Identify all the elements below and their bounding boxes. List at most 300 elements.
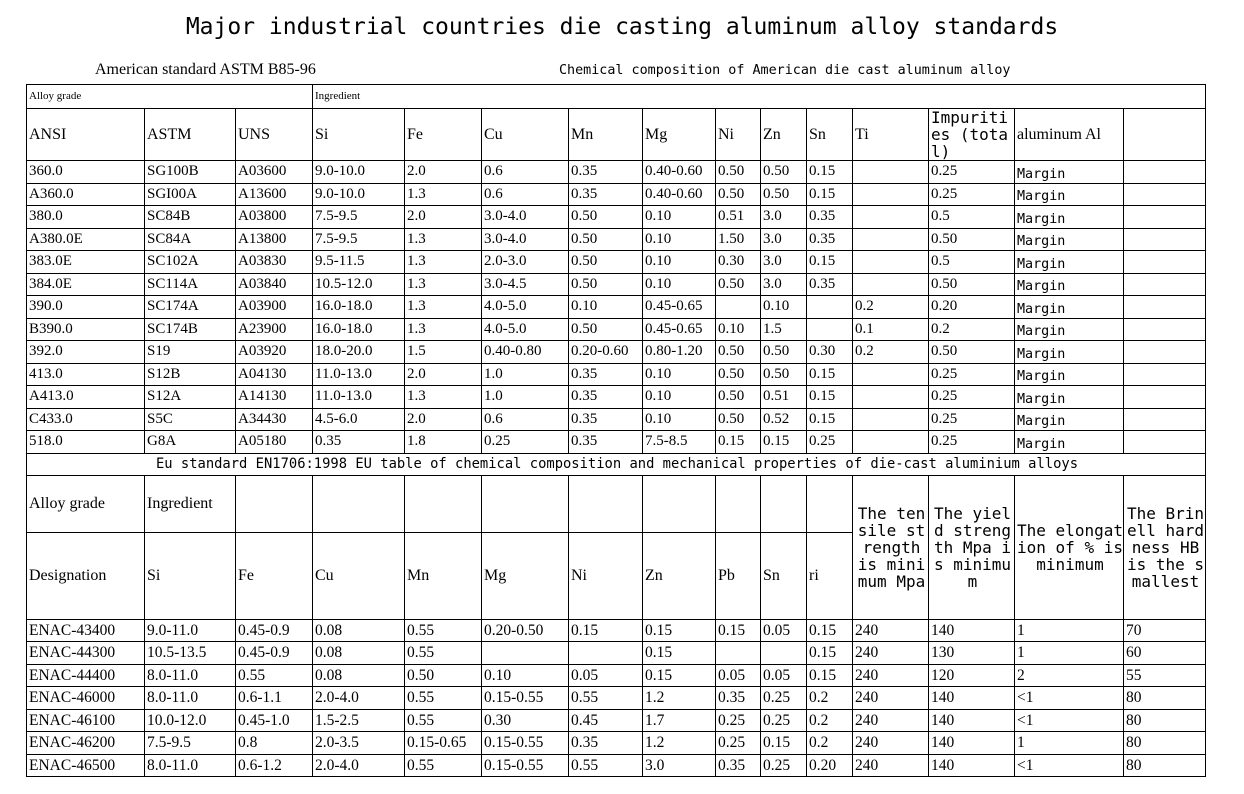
eu-table-cell: 0.45-0.9 [236, 619, 313, 642]
eu-table-cell: 140 [929, 619, 1015, 642]
us-table-cell: 1.3 [405, 273, 482, 296]
us-table-cell: 0.25 [929, 408, 1015, 431]
us-col-header: Ti [853, 109, 929, 161]
eu-table-cell: 0.15 [807, 619, 853, 642]
us-table-cell: 0.10 [643, 206, 716, 229]
eu-table-cell: 0.35 [716, 754, 761, 777]
us-table-cell: 9.0-10.0 [313, 183, 405, 206]
us-table-cell: 0.10 [643, 386, 716, 409]
eu-empty-cell [761, 475, 807, 532]
eu-table-cell: 2.0-4.0 [313, 687, 405, 710]
eu-col-header: Cu [313, 532, 405, 619]
us-table-cell: S12B [145, 363, 236, 386]
us-table-row [27, 206, 1206, 229]
us-table-cell: 392.0 [27, 341, 145, 364]
us-table-row [27, 296, 1206, 319]
us-table-cell: A03920 [236, 341, 313, 364]
us-table-cell: 3.0 [761, 273, 807, 296]
us-table-row [27, 161, 1206, 184]
eu-table-row [27, 619, 1206, 642]
eu-table-cell: 0.55 [405, 709, 482, 732]
us-empty-cell [1124, 206, 1206, 229]
eu-table-row [27, 709, 1206, 732]
eu-empty-cell [716, 475, 761, 532]
eu-table-cell: 240 [853, 619, 929, 642]
us-table-cell [853, 431, 929, 454]
us-table-cell: SC84A [145, 228, 236, 251]
us-table-caption: Chemical composition of American die cast aluminum alloy [559, 63, 1011, 78]
us-table-cell: Margin [1015, 318, 1124, 341]
eu-table-cell: 3.0 [643, 754, 716, 777]
us-table-cell: Margin [1015, 386, 1124, 409]
us-table-cell: 1.0 [482, 363, 569, 386]
us-table-cell: SC174B [145, 318, 236, 341]
eu-table-cell: 240 [853, 687, 929, 710]
us-table-cell: 0.10 [643, 251, 716, 274]
us-column-header-row [27, 109, 1206, 161]
us-empty-cell [1124, 109, 1206, 161]
us-table-cell: 16.0-18.0 [313, 318, 405, 341]
us-table-cell: A03900 [236, 296, 313, 319]
us-table-cell: A23900 [236, 318, 313, 341]
eu-table-row [27, 754, 1206, 777]
eu-table-cell: 0.15-0.55 [482, 732, 569, 755]
us-table-cell: 2.0-3.0 [482, 251, 569, 274]
us-table-cell: 518.0 [27, 431, 145, 454]
us-table-row [27, 363, 1206, 386]
eu-table-cell: 240 [853, 754, 929, 777]
us-table-cell: 0.35 [313, 431, 405, 454]
us-table-cell: 0.15 [716, 431, 761, 454]
eu-table-cell: 8.0-11.0 [145, 664, 236, 687]
eu-table-cell: 1.2 [643, 732, 716, 755]
eu-table-cell: 0.55 [405, 619, 482, 642]
eu-table-cell: 60 [1124, 642, 1206, 665]
eu-table-cell: 0.15 [569, 619, 643, 642]
us-table-cell: 7.5-9.5 [313, 206, 405, 229]
eu-table-cell: ENAC-43400 [27, 619, 145, 642]
us-empty-cell [1124, 386, 1206, 409]
us-table-cell: 3.0-4.5 [482, 273, 569, 296]
eu-table-cell: 240 [853, 642, 929, 665]
eu-table-cell: 0.6-1.1 [236, 687, 313, 710]
eu-table-cell: 0.6-1.2 [236, 754, 313, 777]
us-table-cell: 0.10 [716, 318, 761, 341]
us-table-cell: A360.0 [27, 183, 145, 206]
eu-table-cell: 9.0-11.0 [145, 619, 236, 642]
eu-col-header: Designation [27, 532, 145, 619]
us-table-cell: 2.0 [405, 363, 482, 386]
us-table-cell: Margin [1015, 206, 1124, 229]
us-table-cell: 0.10 [643, 408, 716, 431]
us-table-cell: A04130 [236, 363, 313, 386]
eu-empty-cell [569, 475, 643, 532]
us-table-cell [853, 273, 929, 296]
eu-table-cell: 0.15 [761, 732, 807, 755]
us-table-cell: 18.0-20.0 [313, 341, 405, 364]
us-table-cell: 384.0E [27, 273, 145, 296]
us-table-cell: C433.0 [27, 408, 145, 431]
us-table-cell: 1.3 [405, 296, 482, 319]
us-table-cell [853, 206, 929, 229]
us-col-header: Fe [405, 109, 482, 161]
eu-table-cell: 0.15 [807, 664, 853, 687]
us-table-cell: 0.45-0.65 [643, 318, 716, 341]
us-table-cell: 0.10 [643, 273, 716, 296]
eu-yield-header: The yield strength Mpa is minimum [929, 475, 1015, 619]
us-table-cell: 0.10 [643, 228, 716, 251]
eu-table-cell: 0.05 [569, 664, 643, 687]
eu-table-cell: 0.15 [643, 642, 716, 665]
us-table-cell: 0.50 [929, 273, 1015, 296]
eu-table-cell: 10.5-13.5 [145, 642, 236, 665]
eu-table-cell: 0.55 [569, 754, 643, 777]
eu-table-cell: 80 [1124, 732, 1206, 755]
us-table-cell: 0.50 [569, 251, 643, 274]
us-table-cell: 0.50 [569, 318, 643, 341]
us-table-cell [853, 161, 929, 184]
us-table-cell [853, 228, 929, 251]
us-table-cell: 0.50 [761, 363, 807, 386]
us-table-cell: A03840 [236, 273, 313, 296]
us-table-cell: G8A [145, 431, 236, 454]
eu-table-cell: <1 [1015, 687, 1124, 710]
us-table-cell: 4.0-5.0 [482, 318, 569, 341]
us-table-cell: S5C [145, 408, 236, 431]
us-table-cell: A13600 [236, 183, 313, 206]
us-table-cell: Margin [1015, 363, 1124, 386]
eu-table-cell: ENAC-46200 [27, 732, 145, 755]
us-table-cell: 3.0-4.0 [482, 228, 569, 251]
us-table-cell: 0.51 [716, 206, 761, 229]
eu-table-cell: 70 [1124, 619, 1206, 642]
eu-table-cell: 2.0-3.5 [313, 732, 405, 755]
us-table-cell: A03830 [236, 251, 313, 274]
us-table-cell: 0.15 [807, 251, 853, 274]
eu-table-cell: 0.15-0.65 [405, 732, 482, 755]
us-table-cell: 0.50 [761, 341, 807, 364]
us-table-cell: Margin [1015, 296, 1124, 319]
us-table-cell: SC114A [145, 273, 236, 296]
us-table-cell: 1.3 [405, 183, 482, 206]
us-table-cell: 0.50 [569, 206, 643, 229]
eu-table-cell: 10.0-12.0 [145, 709, 236, 732]
us-table-cell: 0.50 [929, 228, 1015, 251]
us-table-cell: 7.5-8.5 [643, 431, 716, 454]
eu-table-cell: 1 [1015, 732, 1124, 755]
eu-table-cell: 240 [853, 732, 929, 755]
us-table-cell: 0.35 [569, 431, 643, 454]
eu-table-cell: 0.15 [643, 664, 716, 687]
eu-table-caption: Eu standard EN1706:1998 EU table of chemical composition and mechanical properties of die-cast aluminium alloys [27, 453, 1206, 475]
us-table-cell: 0.5 [929, 206, 1015, 229]
eu-hardness-header: The Brinell hardness HB is the smallest [1124, 475, 1206, 619]
us-table-cell: 0.35 [807, 228, 853, 251]
us-table-cell: 0.2 [853, 296, 929, 319]
eu-table-cell: 2 [1015, 664, 1124, 687]
us-table-cell: 380.0 [27, 206, 145, 229]
us-table-cell: 0.25 [482, 431, 569, 454]
eu-table-cell: 240 [853, 664, 929, 687]
us-table-cell: 0.50 [716, 386, 761, 409]
eu-table-cell: 140 [929, 709, 1015, 732]
eu-table-cell: 0.15-0.55 [482, 687, 569, 710]
us-table-cell: 0.25 [807, 431, 853, 454]
us-table-cell: 0.15 [807, 386, 853, 409]
eu-table-cell: ENAC-46100 [27, 709, 145, 732]
eu-table-cell [761, 642, 807, 665]
eu-col-header: ri [807, 532, 853, 619]
us-col-header: ANSI [27, 109, 145, 161]
us-table-cell: A34430 [236, 408, 313, 431]
eu-table-cell: 0.15-0.55 [482, 754, 569, 777]
eu-table-cell [716, 642, 761, 665]
us-table-cell: 0.25 [929, 386, 1015, 409]
us-table-cell: 0.50 [761, 161, 807, 184]
us-table-cell [807, 296, 853, 319]
us-table-cell: 7.5-9.5 [313, 228, 405, 251]
us-standard-label: American standard ASTM B85-96 [95, 61, 316, 78]
eu-table-cell [482, 642, 569, 665]
eu-table-row [27, 642, 1206, 665]
eu-table-cell: 0.55 [236, 664, 313, 687]
us-table-cell: B390.0 [27, 318, 145, 341]
us-table-cell: 0.35 [569, 183, 643, 206]
us-table-cell: S12A [145, 386, 236, 409]
us-table-cell: SC102A [145, 251, 236, 274]
us-empty-cell [1124, 251, 1206, 274]
us-empty-cell [1124, 273, 1206, 296]
us-table-cell: 0.50 [761, 183, 807, 206]
us-col-header: Impurities (total) [929, 109, 1015, 161]
us-col-header: Cu [482, 109, 569, 161]
us-table-cell: 0.35 [569, 161, 643, 184]
eu-table-cell: 80 [1124, 687, 1206, 710]
us-table-cell [853, 386, 929, 409]
us-table-cell: 1.3 [405, 228, 482, 251]
us-table-body [27, 85, 1206, 454]
eu-col-header: Zn [643, 532, 716, 619]
us-empty-cell [1124, 183, 1206, 206]
us-table-cell: 3.0-4.0 [482, 206, 569, 229]
eu-table-cell: <1 [1015, 709, 1124, 732]
us-table-cell: SGI00A [145, 183, 236, 206]
us-table-cell: 16.0-18.0 [313, 296, 405, 319]
eu-empty-cell [405, 475, 482, 532]
us-table-cell: 0.35 [569, 408, 643, 431]
us-table-cell: 0.10 [761, 296, 807, 319]
eu-alloy-grade-header: Alloy grade [27, 475, 145, 532]
eu-caption-row [27, 453, 1206, 475]
us-table-cell: 4.5-6.0 [313, 408, 405, 431]
us-table-cell: 0.2 [853, 341, 929, 364]
eu-col-header: Sn [761, 532, 807, 619]
eu-table-cell: 0.55 [569, 687, 643, 710]
eu-table-row [27, 664, 1206, 687]
us-table-row [27, 431, 1206, 454]
us-table-cell: 0.35 [569, 363, 643, 386]
us-table-cell: 0.40-0.60 [643, 183, 716, 206]
us-table-cell: 3.0 [761, 228, 807, 251]
us-col-header: UNS [236, 109, 313, 161]
eu-table-cell: 0.45 [569, 709, 643, 732]
eu-table-cell: 140 [929, 732, 1015, 755]
us-col-header: Si [313, 109, 405, 161]
us-table-cell: 413.0 [27, 363, 145, 386]
eu-empty-cell [236, 475, 313, 532]
eu-table-cell: 1 [1015, 619, 1124, 642]
us-empty-cell [1124, 161, 1206, 184]
eu-col-header: Mn [405, 532, 482, 619]
us-table-cell: 390.0 [27, 296, 145, 319]
eu-table-cell: 0.50 [405, 664, 482, 687]
eu-table-cell: 2.0-4.0 [313, 754, 405, 777]
us-table-cell: 0.5 [929, 251, 1015, 274]
us-table-cell: 1.3 [405, 386, 482, 409]
eu-table-cell: 0.08 [313, 642, 405, 665]
us-table-row [27, 341, 1206, 364]
us-table-cell: 4.0-5.0 [482, 296, 569, 319]
us-table-cell: 2.0 [405, 408, 482, 431]
us-table-row [27, 228, 1206, 251]
eu-table-cell: 140 [929, 687, 1015, 710]
us-table-cell: A380.0E [27, 228, 145, 251]
us-table-cell [853, 183, 929, 206]
us-col-header: Sn [807, 109, 853, 161]
us-table-cell: Margin [1015, 183, 1124, 206]
us-empty-cell [1124, 228, 1206, 251]
us-table-cell: 0.15 [807, 183, 853, 206]
us-table-row [27, 183, 1206, 206]
eu-table-cell: 0.08 [313, 619, 405, 642]
eu-col-header: Fe [236, 532, 313, 619]
us-table-cell: 0.20 [929, 296, 1015, 319]
us-table-cell: 0.25 [929, 161, 1015, 184]
us-table-cell: 3.0 [761, 251, 807, 274]
us-ingredient-header: Ingredient [313, 85, 1206, 109]
us-col-header: Mg [643, 109, 716, 161]
us-table-cell: 383.0E [27, 251, 145, 274]
eu-table-cell: ENAC-46500 [27, 754, 145, 777]
us-table-cell [853, 408, 929, 431]
us-table-cell: Margin [1015, 273, 1124, 296]
us-table-cell: A05180 [236, 431, 313, 454]
eu-table-cell: 0.05 [761, 664, 807, 687]
us-table-cell: Margin [1015, 251, 1124, 274]
eu-group-header-row [27, 475, 1206, 532]
eu-table-cell: 240 [853, 709, 929, 732]
eu-table-cell: 0.20-0.50 [482, 619, 569, 642]
us-group-header-row [27, 85, 1206, 109]
us-table-cell: 10.5-12.0 [313, 273, 405, 296]
us-table-cell [853, 363, 929, 386]
us-col-header: Ni [716, 109, 761, 161]
us-col-header: Mn [569, 109, 643, 161]
eu-table-cell: 0.2 [807, 709, 853, 732]
us-empty-cell [1124, 296, 1206, 319]
us-table-row [27, 318, 1206, 341]
eu-table-cell: 0.05 [761, 619, 807, 642]
us-table-cell: 11.0-13.0 [313, 363, 405, 386]
us-table-cell: 0.15 [807, 408, 853, 431]
us-table-cell: A03600 [236, 161, 313, 184]
eu-table-cell: 0.2 [807, 732, 853, 755]
eu-ingredient-header: Ingredient [145, 475, 236, 532]
us-table-cell: 9.0-10.0 [313, 161, 405, 184]
eu-table-cell: 0.25 [761, 687, 807, 710]
us-table-cell: 0.35 [807, 273, 853, 296]
us-col-header: aluminum Al [1015, 109, 1124, 161]
us-table-cell: 3.0 [761, 206, 807, 229]
eu-table-cell: 0.15 [643, 619, 716, 642]
us-table-cell: 0.10 [643, 363, 716, 386]
us-table-cell: 360.0 [27, 161, 145, 184]
us-table-cell: 0.45-0.65 [643, 296, 716, 319]
us-table-cell: 0.1 [853, 318, 929, 341]
us-table-cell: Margin [1015, 341, 1124, 364]
eu-table-cell: 0.55 [405, 642, 482, 665]
eu-table-cell: 0.45-0.9 [236, 642, 313, 665]
eu-empty-cell [807, 475, 853, 532]
us-table-cell [853, 251, 929, 274]
us-empty-cell [1124, 363, 1206, 386]
eu-table-cell: 0.35 [716, 687, 761, 710]
eu-table-cell: 0.55 [405, 687, 482, 710]
eu-col-header: Mg [482, 532, 569, 619]
us-table-cell: 0.50 [716, 161, 761, 184]
us-table-cell: SC84B [145, 206, 236, 229]
us-table-cell: 0.80-1.20 [643, 341, 716, 364]
eu-table-cell: 8.0-11.0 [145, 687, 236, 710]
eu-col-header: Pb [716, 532, 761, 619]
us-table-cell: 1.8 [405, 431, 482, 454]
us-table-cell: 0.50 [716, 408, 761, 431]
us-alloy-grade-header: Alloy grade [27, 85, 313, 109]
us-table-row [27, 273, 1206, 296]
us-table-cell: 0.50 [716, 341, 761, 364]
eu-table-cell: 80 [1124, 709, 1206, 732]
us-table-cell: 0.35 [807, 206, 853, 229]
us-table-cell: Margin [1015, 431, 1124, 454]
us-table-cell: 0.50 [569, 273, 643, 296]
eu-table-cell: ENAC-44400 [27, 664, 145, 687]
us-table-cell: SG100B [145, 161, 236, 184]
us-table-cell: Margin [1015, 408, 1124, 431]
us-table-cell: 0.50 [716, 273, 761, 296]
us-table-cell: 0.30 [807, 341, 853, 364]
eu-table-cell: 0.05 [716, 664, 761, 687]
us-table-cell: 0.50 [716, 363, 761, 386]
eu-table-cell: 0.8 [236, 732, 313, 755]
us-table-cell: 0.6 [482, 161, 569, 184]
us-table-cell: 0.15 [807, 363, 853, 386]
eu-table-cell: 1 [1015, 642, 1124, 665]
us-table-cell: A03800 [236, 206, 313, 229]
eu-table-cell: ENAC-46000 [27, 687, 145, 710]
eu-table-cell: 0.10 [482, 664, 569, 687]
us-table-cell: 0.6 [482, 408, 569, 431]
us-table-cell: 0.25 [929, 183, 1015, 206]
us-table-cell: 0.40-0.80 [482, 341, 569, 364]
eu-col-header: Ni [569, 532, 643, 619]
eu-table-cell: 1.7 [643, 709, 716, 732]
us-empty-cell [1124, 431, 1206, 454]
eu-table-cell: 0.15 [807, 642, 853, 665]
eu-empty-cell [643, 475, 716, 532]
eu-table-cell: 80 [1124, 754, 1206, 777]
us-table-cell [807, 318, 853, 341]
us-table-cell: 2.0 [405, 206, 482, 229]
